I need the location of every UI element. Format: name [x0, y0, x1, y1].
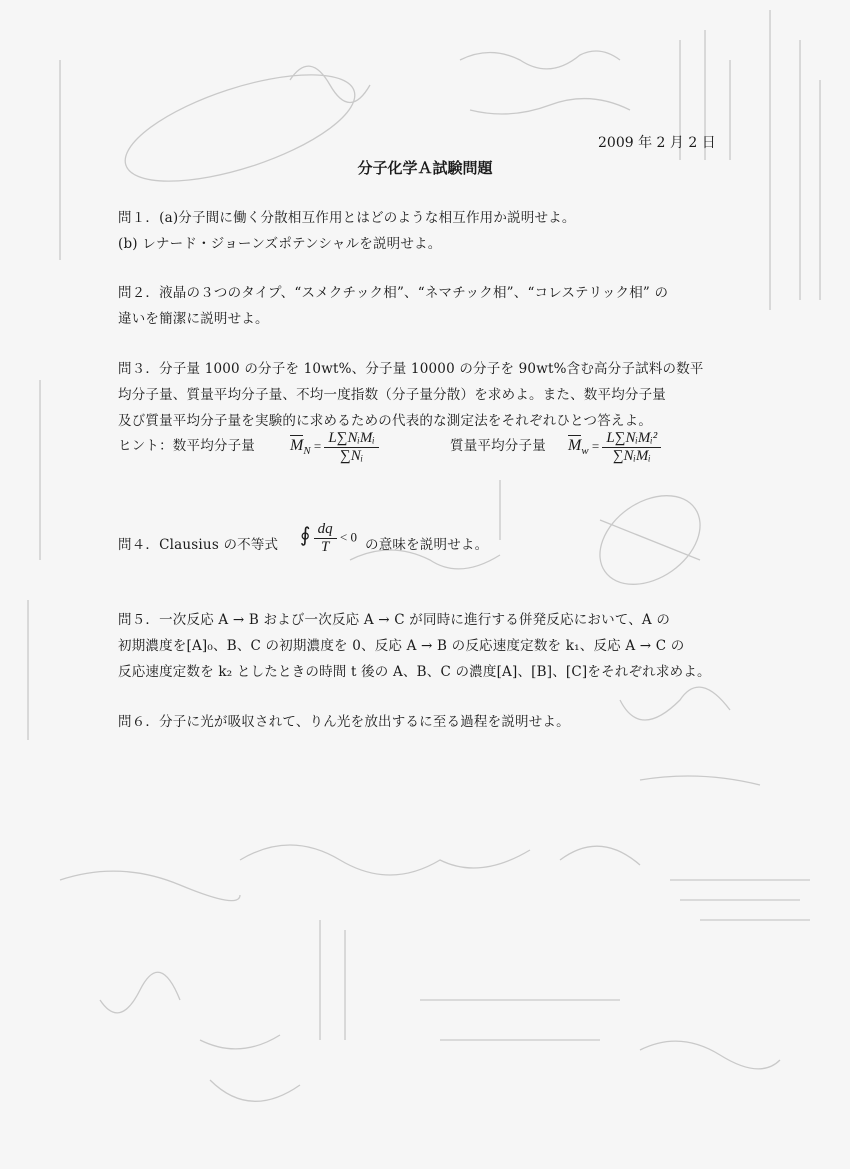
- question-4-prefix: 問４．Clausius の不等式: [118, 537, 279, 553]
- clausius-numerator: dq: [314, 521, 337, 539]
- hint-label: ヒント：数平均分子量: [118, 438, 255, 454]
- question-3-line-1: 問３．分子量 1000 の分子を 10wt%、分子量 10000 の分子を 90wt%含む高分子試料の数平: [118, 361, 704, 377]
- question-1a: 問１．(a)分子間に働く分散相互作用とはどのような相互作用か説明せよ。: [118, 210, 576, 226]
- question-5-line-3: 反応速度定数を k₂ としたときの時間 t 後の A、B、C の濃度[A]、[B]、[C]をそれぞれ求めよ。: [118, 664, 711, 680]
- question-1b: (b) レナード・ジョーンズポテンシャルを説明せよ。: [118, 236, 442, 252]
- exam-title: 分子化学Ａ試験問題: [357, 159, 493, 177]
- mw-symbol: M: [568, 437, 582, 455]
- mw-numerator: L∑NᵢMᵢ²: [602, 430, 661, 448]
- clausius-relation: < 0: [339, 529, 358, 545]
- question-4-suffix: の意味を説明せよ。: [365, 537, 489, 553]
- question-5-line-2: 初期濃度を[A]₀、B、C の初期濃度を 0、反応 A → B の反応速度定数を k₁、反応 A → C の: [118, 638, 685, 654]
- question-6: 問６．分子に光が吸収されて、りん光を放出するに至る過程を説明せよ。: [118, 714, 570, 730]
- question-2-line-2: 違いを簡潔に説明せよ。: [118, 311, 269, 327]
- question-3-line-3: 及び質量平均分子量を実験的に求めるための代表的な測定法をそれぞれひとつ答えよ。: [118, 413, 653, 429]
- mass-average-label: 質量平均分子量: [450, 438, 546, 454]
- exam-date: 2009 年 2 月 2 日: [598, 135, 716, 151]
- mass-average-formula: $M_w$ = $\frac{\text{L∑NᵢMᵢ²}}{\text{∑NᵢMᵢ}}$: [568, 430, 661, 465]
- mw-denominator: ∑NᵢMᵢ: [612, 448, 651, 464]
- contour-integral-icon: ∮: [300, 524, 311, 547]
- mn-numerator: L∑NᵢMᵢ: [324, 430, 378, 448]
- mw-subscript: w: [581, 445, 589, 458]
- mn-denominator: ∑Nᵢ: [340, 448, 364, 464]
- clausius-denominator: T: [321, 539, 330, 555]
- clausius-inequality: [300, 521, 357, 556]
- number-average-formula: $M_N$ = $\frac{\text{L∑NᵢMᵢ}}{\text{∑Nᵢ}}$: [290, 430, 379, 465]
- mn-symbol: M: [290, 437, 304, 455]
- question-2-line-1: 問２．液晶の３つのタイプ、“スメクチック相”、“ネマチック相”、“コレステリック相” の: [118, 285, 669, 301]
- question-3-line-2: 均分子量、質量平均分子量、不均一度指数（分子量分散）を求めよ。また、数平均分子量: [118, 387, 666, 403]
- mn-subscript: N: [303, 445, 311, 458]
- question-5-line-1: 問５．一次反応 A → B および一次反応 A → C が同時に進行する併発反応において、A の: [118, 612, 671, 628]
